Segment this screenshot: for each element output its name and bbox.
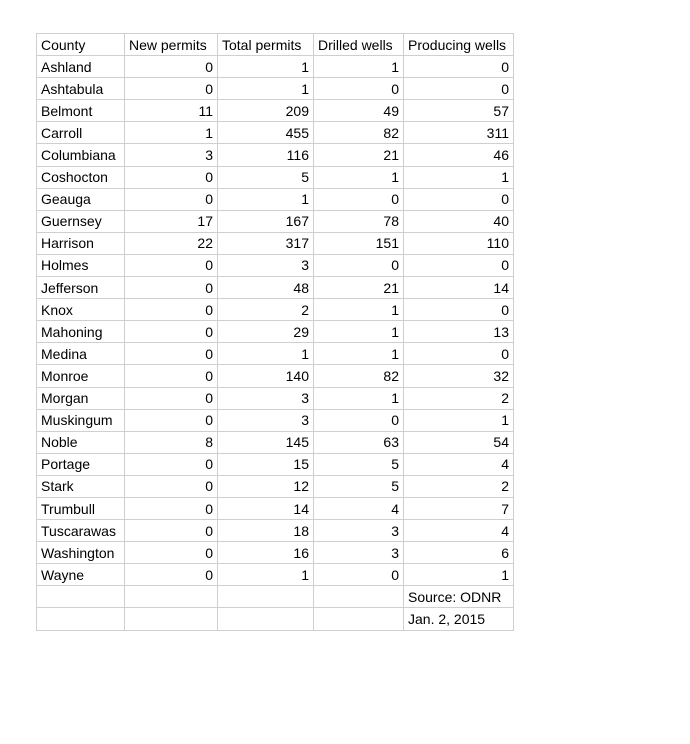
cell-producing-wells[interactable]: 54 — [404, 431, 514, 453]
cell-new-permits[interactable]: 0 — [125, 277, 218, 299]
empty-cell[interactable] — [314, 608, 404, 630]
cell-total-permits[interactable]: 5 — [218, 166, 314, 188]
cell-producing-wells[interactable]: 1 — [404, 409, 514, 431]
cell-new-permits[interactable]: 17 — [125, 210, 218, 232]
cell-new-permits[interactable]: 0 — [125, 56, 218, 78]
cell-producing-wells[interactable]: 4 — [404, 453, 514, 475]
cell-new-permits[interactable]: 0 — [125, 365, 218, 387]
cell-county[interactable]: Portage — [37, 453, 125, 475]
cell-total-permits[interactable]: 1 — [218, 564, 314, 586]
table-row — [37, 210, 514, 232]
table-row — [37, 78, 514, 100]
cell-new-permits[interactable]: 0 — [125, 343, 218, 365]
cell-total-permits[interactable]: 2 — [218, 299, 314, 321]
cell-new-permits[interactable]: 0 — [125, 78, 218, 100]
cell-county[interactable]: Jefferson — [37, 277, 125, 299]
cell-producing-wells[interactable]: 0 — [404, 299, 514, 321]
cell-drilled-wells[interactable]: 21 — [314, 144, 404, 166]
cell-new-permits[interactable]: 0 — [125, 475, 218, 497]
cell-producing-wells[interactable]: 0 — [404, 254, 514, 276]
cell-drilled-wells[interactable]: 1 — [314, 166, 404, 188]
table-row — [37, 343, 514, 365]
table-row — [37, 100, 514, 122]
cell-total-permits[interactable]: 29 — [218, 321, 314, 343]
cell-producing-wells[interactable]: 1 — [404, 166, 514, 188]
table-row — [37, 520, 514, 542]
source-note[interactable]: Source: ODNR — [404, 586, 514, 608]
header-cell-drilled-wells[interactable]: Drilled wells — [314, 34, 404, 56]
cell-producing-wells[interactable]: 14 — [404, 277, 514, 299]
cell-drilled-wells[interactable]: 1 — [314, 387, 404, 409]
cell-drilled-wells[interactable]: 1 — [314, 56, 404, 78]
cell-total-permits[interactable]: 16 — [218, 542, 314, 564]
cell-county[interactable]: Columbiana — [37, 144, 125, 166]
table-row — [37, 475, 514, 497]
table-row — [37, 56, 514, 78]
cell-producing-wells[interactable]: 0 — [404, 188, 514, 210]
table-row — [37, 497, 514, 519]
cell-total-permits[interactable]: 1 — [218, 78, 314, 100]
cell-producing-wells[interactable]: 7 — [404, 497, 514, 519]
cell-county[interactable]: Ashtabula — [37, 78, 125, 100]
cell-drilled-wells[interactable]: 0 — [314, 254, 404, 276]
source-row — [37, 586, 514, 608]
header-row — [37, 34, 514, 56]
empty-cell[interactable] — [125, 586, 218, 608]
table-row — [37, 365, 514, 387]
cell-drilled-wells[interactable]: 0 — [314, 564, 404, 586]
header-cell-new-permits[interactable]: New permits — [125, 34, 218, 56]
table-row — [37, 232, 514, 254]
cell-new-permits[interactable]: 0 — [125, 254, 218, 276]
cell-county[interactable]: Stark — [37, 475, 125, 497]
table-row — [37, 254, 514, 276]
cell-drilled-wells[interactable]: 3 — [314, 542, 404, 564]
empty-cell[interactable] — [218, 586, 314, 608]
empty-cell[interactable] — [125, 608, 218, 630]
cell-drilled-wells[interactable]: 82 — [314, 365, 404, 387]
cell-total-permits[interactable]: 209 — [218, 100, 314, 122]
cell-total-permits[interactable]: 455 — [218, 122, 314, 144]
cell-producing-wells[interactable]: 0 — [404, 78, 514, 100]
header-cell-total-permits[interactable]: Total permits — [218, 34, 314, 56]
cell-producing-wells[interactable]: 2 — [404, 387, 514, 409]
cell-county[interactable]: Harrison — [37, 232, 125, 254]
table-row — [37, 409, 514, 431]
table-row — [37, 188, 514, 210]
cell-drilled-wells[interactable]: 21 — [314, 277, 404, 299]
cell-total-permits[interactable]: 3 — [218, 387, 314, 409]
cell-drilled-wells[interactable]: 82 — [314, 122, 404, 144]
cell-county[interactable]: Belmont — [37, 100, 125, 122]
table-row — [37, 431, 514, 453]
cell-county[interactable]: Wayne — [37, 564, 125, 586]
cell-new-permits[interactable]: 0 — [125, 409, 218, 431]
cell-total-permits[interactable]: 1 — [218, 343, 314, 365]
table-body — [37, 34, 514, 631]
cell-total-permits[interactable]: 116 — [218, 144, 314, 166]
cell-county[interactable]: Geauga — [37, 188, 125, 210]
table-row — [37, 542, 514, 564]
cell-total-permits[interactable]: 140 — [218, 365, 314, 387]
cell-total-permits[interactable]: 14 — [218, 497, 314, 519]
well-permits-table — [36, 33, 514, 631]
cell-total-permits[interactable]: 12 — [218, 475, 314, 497]
cell-new-permits[interactable]: 0 — [125, 299, 218, 321]
cell-new-permits[interactable]: 0 — [125, 564, 218, 586]
cell-county[interactable]: Muskingum — [37, 409, 125, 431]
cell-county[interactable]: Trumbull — [37, 497, 125, 519]
empty-cell[interactable] — [314, 586, 404, 608]
cell-county[interactable]: Medina — [37, 343, 125, 365]
cell-new-permits[interactable]: 11 — [125, 100, 218, 122]
table-row — [37, 321, 514, 343]
cell-total-permits[interactable]: 1 — [218, 56, 314, 78]
header-cell-producing-wells[interactable]: Producing wells — [404, 34, 514, 56]
cell-producing-wells[interactable]: 13 — [404, 321, 514, 343]
table-row — [37, 299, 514, 321]
cell-total-permits[interactable]: 3 — [218, 254, 314, 276]
header-cell-county[interactable]: County — [37, 34, 125, 56]
table-row — [37, 144, 514, 166]
table-row — [37, 122, 514, 144]
cell-county[interactable]: Tuscarawas — [37, 520, 125, 542]
cell-county[interactable]: Knox — [37, 299, 125, 321]
cell-producing-wells[interactable]: 6 — [404, 542, 514, 564]
cell-new-permits[interactable]: 0 — [125, 520, 218, 542]
cell-drilled-wells[interactable]: 151 — [314, 232, 404, 254]
cell-new-permits[interactable]: 8 — [125, 431, 218, 453]
empty-cell[interactable] — [37, 608, 125, 630]
cell-county[interactable]: Noble — [37, 431, 125, 453]
cell-county[interactable]: Mahoning — [37, 321, 125, 343]
cell-county[interactable]: Coshocton — [37, 166, 125, 188]
cell-new-permits[interactable]: 0 — [125, 497, 218, 519]
cell-new-permits[interactable]: 0 — [125, 387, 218, 409]
cell-producing-wells[interactable]: 110 — [404, 232, 514, 254]
cell-total-permits[interactable]: 167 — [218, 210, 314, 232]
empty-cell[interactable] — [37, 586, 125, 608]
cell-producing-wells[interactable]: 1 — [404, 564, 514, 586]
cell-producing-wells[interactable]: 0 — [404, 56, 514, 78]
cell-new-permits[interactable]: 0 — [125, 542, 218, 564]
cell-new-permits[interactable]: 0 — [125, 321, 218, 343]
cell-producing-wells[interactable]: 32 — [404, 365, 514, 387]
empty-cell[interactable] — [218, 608, 314, 630]
cell-new-permits[interactable]: 22 — [125, 232, 218, 254]
cell-producing-wells[interactable]: 311 — [404, 122, 514, 144]
table-row — [37, 166, 514, 188]
cell-producing-wells[interactable]: 4 — [404, 520, 514, 542]
table-row — [37, 387, 514, 409]
cell-total-permits[interactable]: 3 — [218, 409, 314, 431]
cell-new-permits[interactable]: 0 — [125, 166, 218, 188]
date-note[interactable]: Jan. 2, 2015 — [404, 608, 514, 630]
date-row — [37, 608, 514, 630]
cell-county[interactable]: Monroe — [37, 365, 125, 387]
cell-producing-wells[interactable]: 2 — [404, 475, 514, 497]
cell-new-permits[interactable]: 0 — [125, 453, 218, 475]
cell-drilled-wells[interactable]: 3 — [314, 520, 404, 542]
cell-drilled-wells[interactable]: 4 — [314, 497, 404, 519]
cell-county[interactable]: Guernsey — [37, 210, 125, 232]
cell-county[interactable]: Holmes — [37, 254, 125, 276]
cell-total-permits[interactable]: 15 — [218, 453, 314, 475]
cell-county[interactable]: Ashland — [37, 56, 125, 78]
cell-county[interactable]: Morgan — [37, 387, 125, 409]
cell-total-permits[interactable]: 48 — [218, 277, 314, 299]
cell-producing-wells[interactable]: 0 — [404, 343, 514, 365]
cell-total-permits[interactable]: 317 — [218, 232, 314, 254]
cell-county[interactable]: Washington — [37, 542, 125, 564]
table-row — [37, 564, 514, 586]
cell-drilled-wells[interactable]: 5 — [314, 453, 404, 475]
cell-drilled-wells[interactable]: 1 — [314, 299, 404, 321]
cell-producing-wells[interactable]: 57 — [404, 100, 514, 122]
cell-drilled-wells[interactable]: 49 — [314, 100, 404, 122]
table-row — [37, 453, 514, 475]
cell-new-permits[interactable]: 1 — [125, 122, 218, 144]
cell-drilled-wells[interactable]: 1 — [314, 321, 404, 343]
cell-drilled-wells[interactable]: 5 — [314, 475, 404, 497]
cell-total-permits[interactable]: 18 — [218, 520, 314, 542]
cell-drilled-wells[interactable]: 1 — [314, 343, 404, 365]
cell-producing-wells[interactable]: 46 — [404, 144, 514, 166]
cell-drilled-wells[interactable]: 0 — [314, 78, 404, 100]
cell-producing-wells[interactable]: 40 — [404, 210, 514, 232]
cell-total-permits[interactable]: 145 — [218, 431, 314, 453]
cell-drilled-wells[interactable]: 78 — [314, 210, 404, 232]
cell-total-permits[interactable]: 1 — [218, 188, 314, 210]
cell-new-permits[interactable]: 0 — [125, 188, 218, 210]
cell-new-permits[interactable]: 3 — [125, 144, 218, 166]
cell-drilled-wells[interactable]: 63 — [314, 431, 404, 453]
cell-county[interactable]: Carroll — [37, 122, 125, 144]
cell-drilled-wells[interactable]: 0 — [314, 188, 404, 210]
cell-drilled-wells[interactable]: 0 — [314, 409, 404, 431]
table-row — [37, 277, 514, 299]
